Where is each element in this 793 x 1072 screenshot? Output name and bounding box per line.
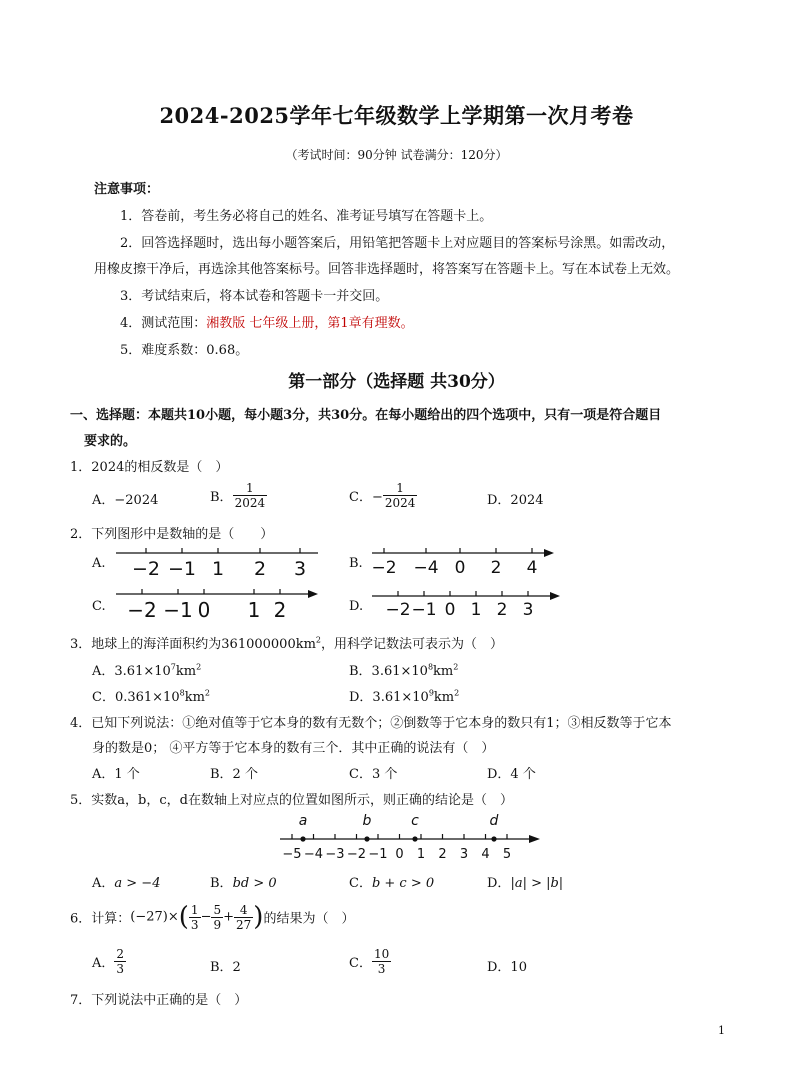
q3-a-unit: km xyxy=(175,664,197,679)
q1-option-b[interactable] xyxy=(210,481,267,510)
q2-d-tick-label: 0 xyxy=(444,600,456,620)
q7-stem: 7．下列说法中正确的是（ ） xyxy=(70,993,248,1008)
q2-b-tick-label: 0 xyxy=(454,558,466,578)
q3-d-unit-exp: 2 xyxy=(454,688,460,698)
q1-c-den: 2024 xyxy=(384,496,416,510)
q2-b-tick-label: 2 xyxy=(490,558,502,578)
q5-a-label: A． xyxy=(92,876,115,891)
q2-d-arrow xyxy=(550,592,560,600)
notice-item-2-cont: 用橡皮擦干净后，再选涂其他答案标号。回答非选择题时，将答案写在答题卡上。写在本试卷上无效。 xyxy=(94,262,680,277)
q3-b-unit: km xyxy=(433,664,454,679)
q2-d-tick-label: 2 xyxy=(496,600,508,620)
q1-option-a[interactable]: A．−2024 xyxy=(92,493,159,508)
q3-option-b[interactable] xyxy=(349,660,458,679)
q5-tick-label: 2 xyxy=(438,847,447,862)
q2-stem: 2．下列图形中是数轴的是（ ） xyxy=(70,527,274,542)
q6-op1: − xyxy=(200,909,212,925)
q2-d-tick-label: 1 xyxy=(470,600,482,620)
q6-fraction-3 xyxy=(234,903,253,932)
q5-b-label: B． xyxy=(210,876,233,891)
q6-f3-num: 4 xyxy=(239,902,248,917)
q5-option-b[interactable] xyxy=(210,872,277,891)
q5-point-label-c: c xyxy=(411,813,419,829)
q6-f3-den: 27 xyxy=(236,917,252,932)
q2-option-a-figure[interactable] xyxy=(112,545,324,581)
q3-b-unit-exp: 2 xyxy=(453,662,459,672)
q2-b-tick-label: 4 xyxy=(526,558,538,578)
q5-tick-label: 0 xyxy=(395,847,404,862)
q2-b-label[interactable]: B. xyxy=(349,556,363,571)
q6-prefix: 6．计算： xyxy=(70,911,131,927)
q5-tick-label: −2 xyxy=(346,847,367,862)
q2-option-d-figure[interactable] xyxy=(368,587,564,623)
q6-a-fraction xyxy=(114,947,126,976)
q6-factor: (−27)× xyxy=(130,909,179,925)
notice-item-4-prefix: 4．测试范围： xyxy=(120,316,207,331)
notice-item-4 xyxy=(120,312,414,331)
q5-tick-label: 3 xyxy=(459,847,469,862)
q3-b-text: B．3.61×10 xyxy=(349,664,428,679)
q1-b-num: 1 xyxy=(246,481,254,495)
notice-item-2: 2．回答选择题时，选出每小题答案后，用铅笔把答题卡上对应题目的答案标号涂黑。如需改动， xyxy=(120,236,675,251)
q6-a-den: 3 xyxy=(116,962,125,976)
q5-tick-label: 4 xyxy=(481,847,490,862)
q4-option-d[interactable]: D．4 个 xyxy=(487,767,536,782)
section1-instructions: 一、选择题：本题共10小题，每小题3分，共30分。在每小题给出的四个选项中，只有一项是符合题目 xyxy=(70,408,662,423)
q2-a-tick-label: 2 xyxy=(253,558,267,580)
test-range: 湘教版 七年级上册，第1章有理数。 xyxy=(206,316,414,331)
q6-f2-num: 5 xyxy=(213,902,222,917)
q2-b-tick-label: −2 xyxy=(371,558,397,578)
q6-fraction-1 xyxy=(189,903,201,932)
q6-op2: + xyxy=(223,909,235,925)
q2-c-tick-label: 2 xyxy=(273,598,287,621)
q6-f1-num: 1 xyxy=(190,902,199,917)
q5-b-expr: bd > 0 xyxy=(232,876,277,891)
q6-a-label: A． xyxy=(92,956,115,971)
q5-a-expr: a > −4 xyxy=(114,876,161,891)
q6-c-num: 10 xyxy=(373,947,390,961)
q5-option-a[interactable] xyxy=(92,872,160,891)
q4-option-a[interactable]: A．1 个 xyxy=(92,767,140,782)
exam-subtitle: （考试时间：90分钟 试卷满分：120分） xyxy=(285,148,508,162)
q3-c-text: C．0.361×10 xyxy=(92,690,180,705)
q5-d-label: D． xyxy=(487,876,511,891)
q6-suffix: 的结果为（ ） xyxy=(263,911,355,927)
q3-stem-suffix: ，用科学记数法可表示为（ ） xyxy=(321,637,504,652)
q3-stem xyxy=(70,633,503,652)
notice-heading: 注意事项： xyxy=(94,182,160,197)
q6-f1-den: 3 xyxy=(190,917,199,932)
q5-d-expr: |a| > |b| xyxy=(510,876,564,891)
q3-d-unit: km xyxy=(433,690,455,705)
q2-c-tick-label: 0 xyxy=(197,598,211,621)
q3-a-exp: 7 xyxy=(170,662,176,672)
q5-point-b xyxy=(364,836,369,841)
q2-option-b-figure[interactable] xyxy=(368,545,560,581)
q3-c-exp: 8 xyxy=(179,688,185,698)
q5-point-d xyxy=(491,836,496,841)
q2-a-tick-label: −1 xyxy=(167,558,197,580)
q4-stem-line2: 身的数是0； ④平方等于它本身的数有三个．其中正确的说法有（ ） xyxy=(92,741,495,756)
q6-option-c[interactable] xyxy=(349,947,391,976)
q2-b-tick-label: −4 xyxy=(413,558,439,578)
q5-tick-label: −3 xyxy=(325,847,345,862)
q6-c-den: 3 xyxy=(372,961,391,976)
q5-c-label: C． xyxy=(349,876,372,891)
q2-a-label[interactable]: A. xyxy=(92,556,106,571)
q5-option-d[interactable] xyxy=(487,872,563,891)
q2-d-tick-label: 3 xyxy=(522,600,534,620)
q1-b-fraction xyxy=(233,481,268,510)
q6-c-label: C． xyxy=(349,956,372,971)
q2-d-tick-label: −1 xyxy=(411,600,437,620)
q1-c-fraction xyxy=(383,481,418,510)
q5-arrow xyxy=(529,835,540,843)
q3-option-d[interactable] xyxy=(349,686,459,705)
q5-point-c xyxy=(412,836,417,841)
q6-f2-den: 9 xyxy=(213,917,222,932)
q5-point-label-a: a xyxy=(298,813,308,829)
q5-point-a xyxy=(300,836,305,841)
q6-option-d[interactable]: D．10 xyxy=(487,960,527,975)
q3-stem-prefix: 3．地球上的海洋面积约为361000000km xyxy=(70,637,316,652)
q3-a-unit-exp: 2 xyxy=(196,662,202,672)
q5-point-label-d: d xyxy=(489,813,499,829)
q2-c-tick-label: −1 xyxy=(163,598,193,621)
q1-option-c[interactable] xyxy=(349,481,417,510)
q6-option-b[interactable]: B．2 xyxy=(210,960,241,975)
q3-d-exp: 9 xyxy=(428,688,434,698)
q1-c-num: 1 xyxy=(396,481,404,495)
q5-c-expr: b + c > 0 xyxy=(371,876,435,891)
q2-d-tick-label: −2 xyxy=(385,600,411,620)
q1-option-d[interactable]: D．2024 xyxy=(487,493,544,508)
notice-item-5: 5．难度系数：0.68。 xyxy=(120,343,249,358)
q6-a-num: 2 xyxy=(116,947,125,961)
q2-c-tick-label: −2 xyxy=(127,598,157,621)
q3-b-exp: 8 xyxy=(427,662,434,672)
q4-option-b[interactable]: B．2 个 xyxy=(210,767,258,782)
page-number: 1 xyxy=(718,1024,725,1037)
q5-tick-label: −5 xyxy=(282,847,302,862)
q2-a-tick-label: 3 xyxy=(293,558,307,580)
q6-stem xyxy=(70,902,354,932)
q3-d-text: D．3.61×10 xyxy=(349,690,429,705)
q1-c-label: C．− xyxy=(349,490,383,505)
q5-tick-label: −1 xyxy=(368,847,388,862)
q6-c-fraction xyxy=(372,947,391,976)
q6-fraction-2 xyxy=(211,903,223,932)
notice-item-3: 3．考试结束后，将本试卷和答题卡一并交回。 xyxy=(120,289,389,304)
q3-option-a[interactable] xyxy=(92,660,201,679)
q5-tick-label: −4 xyxy=(303,847,324,862)
q5-point-label-b: b xyxy=(362,813,372,829)
section1-instructions-cont: 要求的。 xyxy=(84,434,137,449)
q2-c-label[interactable]: C. xyxy=(92,599,106,614)
q3-c-unit: km xyxy=(184,690,205,705)
q3-stem-sup: 2 xyxy=(315,635,322,645)
q6-option-a[interactable] xyxy=(92,947,126,976)
notice-item-1: 1．答卷前，考生务必将自己的姓名、准考证号填写在答题卡上。 xyxy=(120,209,493,224)
q1-b-label: B． xyxy=(210,490,233,505)
q6-left-paren: ( xyxy=(178,902,189,932)
q1-stem: 1．2024的相反数是（ ） xyxy=(70,460,229,475)
q2-c-tick-label: 1 xyxy=(247,598,261,621)
q3-a-text: A．3.61×10 xyxy=(92,664,171,679)
q4-option-c[interactable]: C．3 个 xyxy=(349,767,398,782)
q2-a-tick-label: −2 xyxy=(131,558,161,580)
exam-title: 2024-2025学年七年级数学上学期第一次月考卷 xyxy=(159,103,634,128)
q2-option-c-figure[interactable] xyxy=(112,585,324,621)
q4-stem-line1: 4．已知下列说法：①绝对值等于它本身的数有无数个；②倒数等于它本身的数只有1；③相反数等于它本 xyxy=(70,716,672,731)
q3-c-unit-exp: 2 xyxy=(204,688,211,698)
q3-option-c[interactable] xyxy=(92,686,210,705)
q2-b-arrow xyxy=(544,549,554,557)
q2-c-arrow xyxy=(308,590,318,598)
q5-option-c[interactable] xyxy=(349,872,434,891)
q1-b-den: 2024 xyxy=(234,496,266,510)
q5-tick-label: 5 xyxy=(502,847,512,862)
q5-number-line xyxy=(276,812,544,864)
q6-right-paren: ) xyxy=(253,902,264,932)
part1-title: 第一部分（选择题 共30分） xyxy=(288,372,505,392)
q5-tick-label: 1 xyxy=(416,847,426,862)
q2-a-tick-label: 1 xyxy=(211,558,225,580)
q5-stem: 5．实数a，b，c，d在数轴上对应点的位置如图所示，则正确的结论是（ ） xyxy=(70,793,513,808)
q2-d-label[interactable]: D. xyxy=(349,599,364,614)
